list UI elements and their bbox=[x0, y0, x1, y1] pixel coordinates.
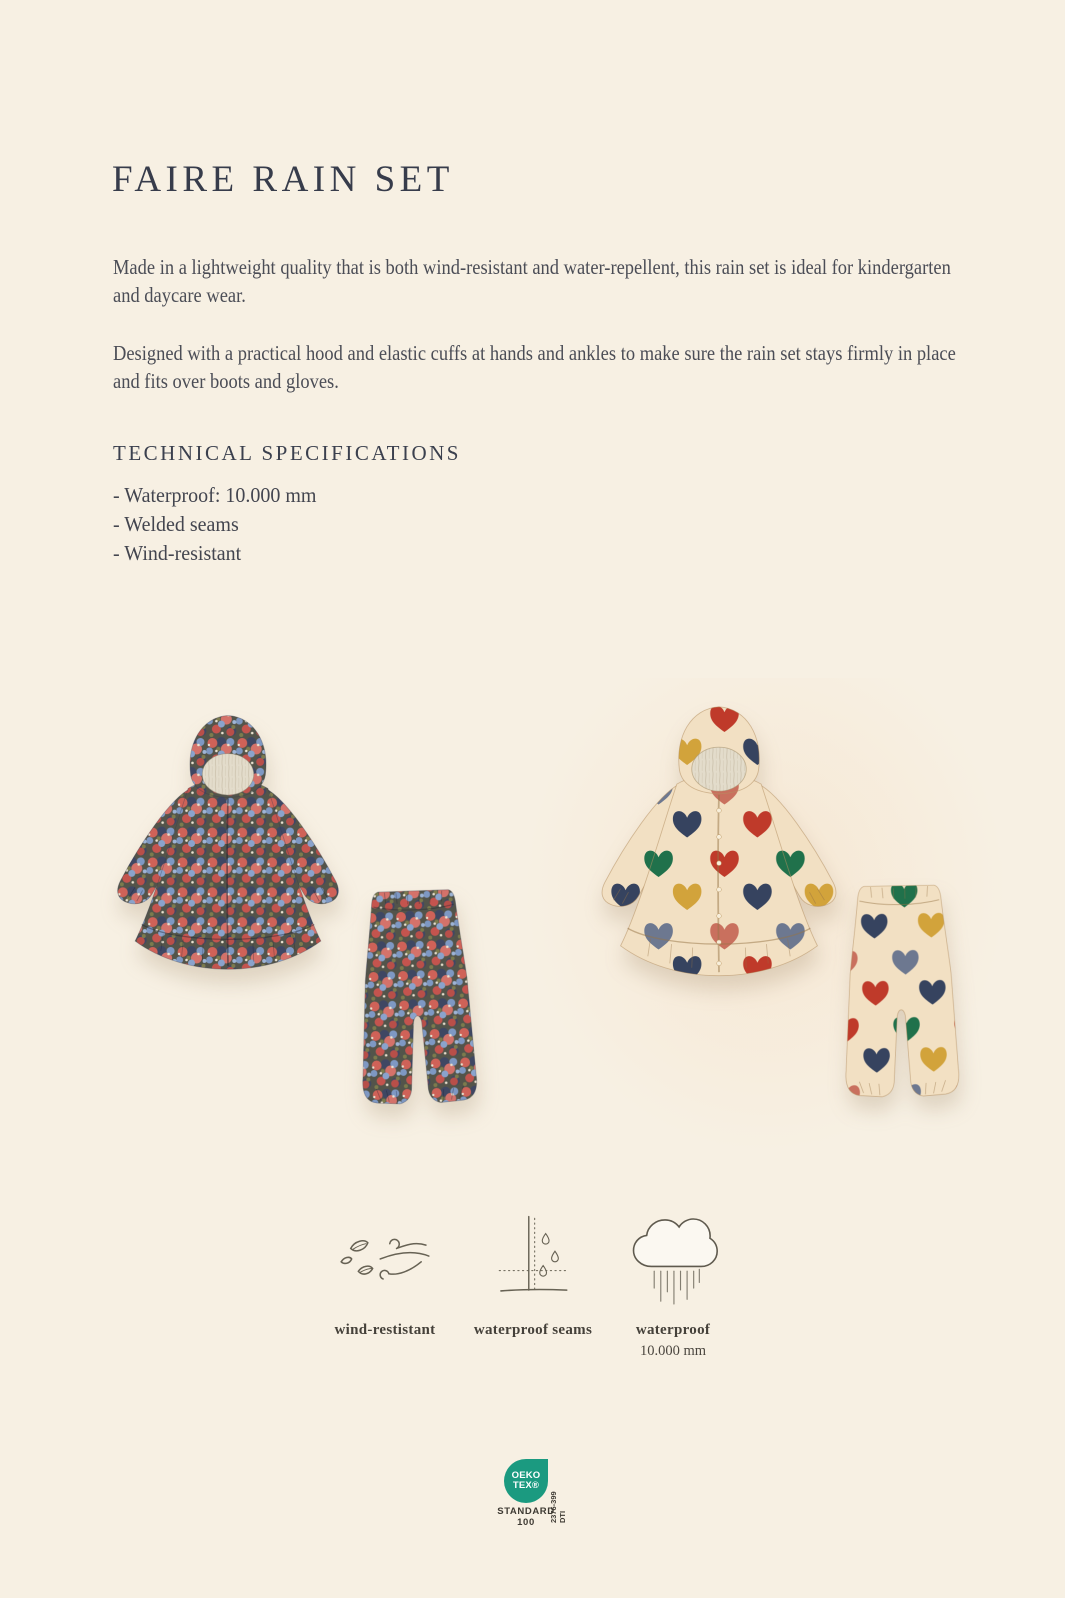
oeko-certificate-number bbox=[550, 1459, 568, 1523]
oeko-standard-line2: 100 bbox=[517, 1517, 535, 1528]
feature-label-wind: wind-restistant bbox=[334, 1322, 436, 1338]
feature-sublabel-waterproof: 10.000 mm bbox=[639, 1343, 707, 1359]
oeko-tex-certification bbox=[462, 1459, 590, 1528]
spec-item-wind-resistant: - Wind-resistant bbox=[113, 541, 242, 565]
product-image-floral-rain-set bbox=[75, 693, 505, 1133]
feature-label-waterproof: waterproof bbox=[635, 1322, 711, 1338]
oeko-badge-line1: OEKO bbox=[511, 1469, 541, 1481]
rain-cloud-icon bbox=[626, 1202, 720, 1314]
oeko-standard-line1: STANDARD bbox=[497, 1506, 555, 1517]
feature-wind-resistant bbox=[300, 1202, 470, 1359]
cert-institute-text: DTI bbox=[557, 1510, 567, 1523]
oeko-standard-label bbox=[497, 1506, 554, 1528]
hearts-rain-pants bbox=[813, 875, 989, 1122]
wind-icon bbox=[337, 1202, 433, 1314]
description-paragraph-1: Made in a lightweight quality that is both wind-resistant and water-repellent, this rain set is ideal for kindergarten and daycare wear. bbox=[113, 255, 951, 307]
feature-waterproof bbox=[588, 1202, 758, 1360]
spec-item-waterproof: - Waterproof: 10.000 mm bbox=[113, 483, 317, 507]
page-title: FAIRE RAIN SET bbox=[112, 159, 454, 200]
cert-number-text: 2376-399 bbox=[549, 1491, 558, 1523]
tech-specs-list bbox=[113, 481, 578, 568]
seam-drops-icon bbox=[495, 1202, 571, 1314]
floral-rain-pants bbox=[325, 878, 509, 1130]
feature-label-seams: waterproof seams bbox=[473, 1322, 593, 1338]
description-paragraph-2: Designed with a practical hood and elastic cuffs at hands and ankles to make sure the rain set stays firmly in place and fits over boots and gloves. bbox=[113, 341, 956, 393]
oeko-tex-badge bbox=[504, 1459, 548, 1503]
tech-specs-heading: TECHNICAL SPECIFICATIONS bbox=[113, 441, 461, 465]
spec-item-welded-seams: - Welded seams bbox=[113, 512, 239, 536]
product-image-hearts-rain-set bbox=[543, 693, 988, 1133]
oeko-badge-line2: TEX® bbox=[512, 1480, 540, 1491]
